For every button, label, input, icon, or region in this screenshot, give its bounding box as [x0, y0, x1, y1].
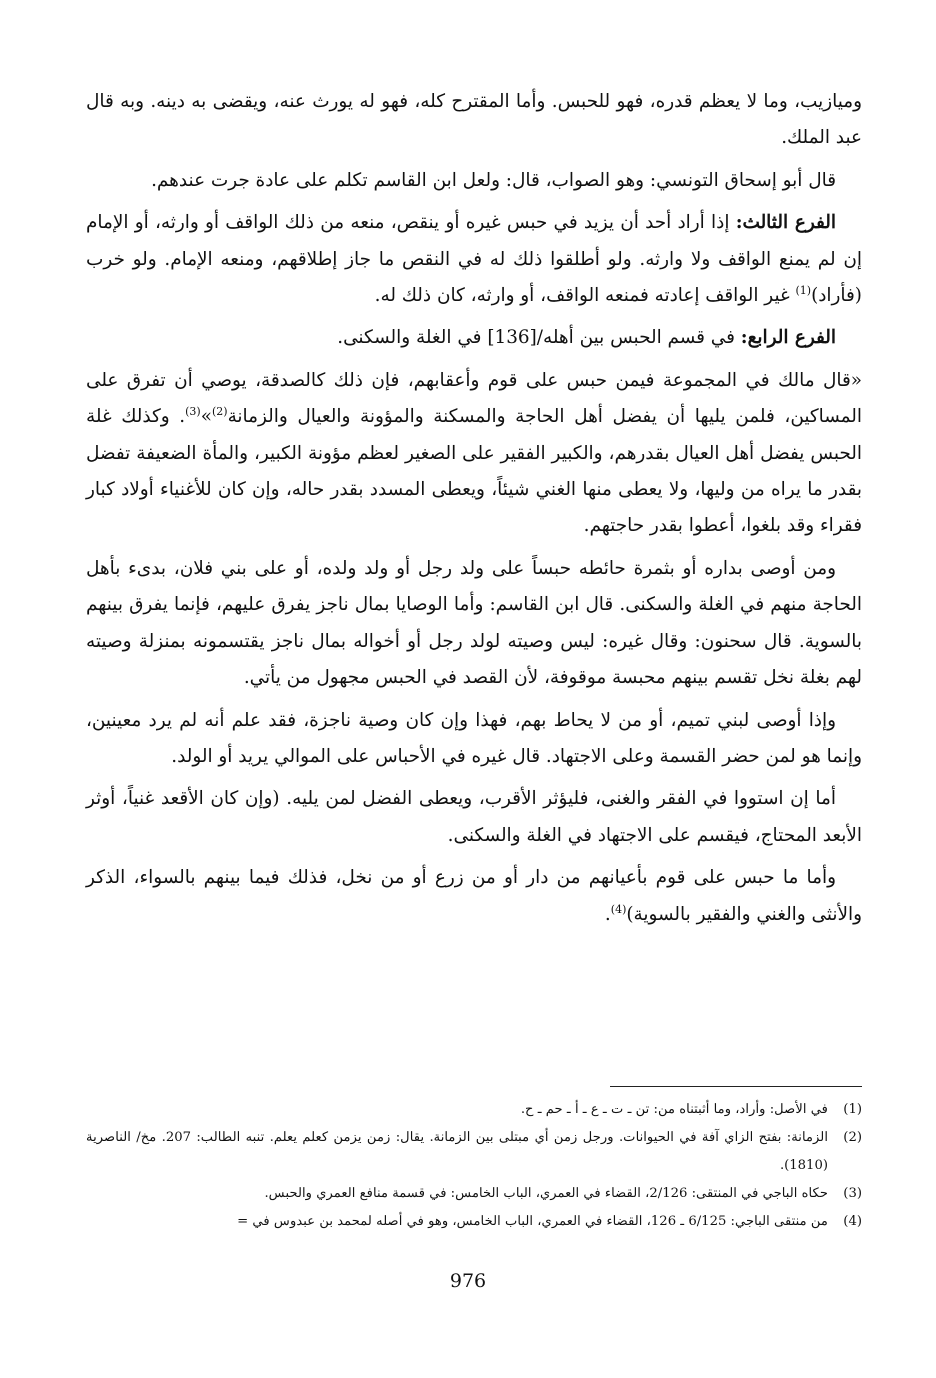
- paragraph-2: [86, 163, 862, 199]
- footnote-item: [86, 1124, 862, 1180]
- page-number: 976: [449, 1270, 487, 1292]
- paragraph-5-text-a: «قال مالك في المجموعة فيمن حبس على قوم وأعقابهم، فإن ذلك كالصدقة، يوصي أن تفرق على المساكين، فلمن يليها أن يفضل أهل الحاجة والمسكنة والمؤونة والعيال والزمانة: [86, 369, 862, 428]
- footnote-number: (1): [843, 1102, 862, 1117]
- footnote-ref-2[interactable]: (2): [211, 405, 228, 419]
- footnote-item: [86, 1208, 862, 1236]
- footnote-number: (4): [843, 1214, 862, 1229]
- paragraph-5-text-b: . وكذلك غلة الحبس يفضل أهل العيال بقدرهم، والكبير الفقير على الصغير لعظم مؤونة الكبير، والمأة الضعيفة تفضل بقدر ما يراه من وليها، ولا يعطى منها الغني شيئاً، ويعطى المسدد بقدر حاله، وإن كان للأغنياء أولاد كبار فقراء وقد بلغوا، أعطوا بقدر حاجتهم.: [86, 406, 862, 537]
- paragraph-6-text: ومن أوصى بداره أو بثمرة حائطه حبساً على ولد رجل أو ولد ولده، أو على بني فلان، بدىء بأهل الحاجة منهم في الغلة والسكنى. قال ابن القاسم: وأما الوصايا بمال ناجز يفرق عليهم، فإنما يفرق بينهم بالسوية. قال سحنون: وقال غيره: ليس وصيته لولد رجل أو أخواله بمال ناجز يقتسمونه بمنزلة وصيته لهم بغلة نخل تقسم بينهم محبسة موقوفة، لأن القصد في الحبس مجهول من يأتي.: [86, 557, 862, 689]
- footnote-ref-3[interactable]: (3): [185, 405, 201, 419]
- footnote-item: [86, 1180, 862, 1208]
- paragraph-4-text: في قسم الحبس بين أهله/[136] في الغلة والسكنى.: [337, 327, 741, 349]
- footnote-text: حكاه الباجي في المنتقى: 2/126، القضاء في العمري، الباب الخامس: في قسمة منافع العمري والحبس.: [264, 1186, 828, 1201]
- footnote-number: (2): [843, 1130, 862, 1145]
- paragraph-4: [86, 320, 862, 356]
- footnote-text: في الأصل: وأراد، وما أثبتناه من: تن ـ ت ـ ع ـ أ ـ حم ـ ح.: [520, 1102, 828, 1117]
- paragraph-9-text-b: .: [604, 903, 611, 925]
- footnote-ref-4[interactable]: (4): [610, 902, 627, 916]
- section-heading-fourth: الفرع الرابع:: [740, 327, 836, 349]
- paragraph-9: [86, 860, 862, 933]
- main-text: [86, 84, 862, 939]
- footnote-separator: [610, 1086, 862, 1087]
- footnotes: [86, 1096, 862, 1236]
- paragraph-3-text-a: إذا أراد أحد أن يزيد في حبس غيره أو ينقص، منعه من ذلك الواقف أو وارثه، أو الإمام إن لم يمنع الواقف ولا وارثه. ولو أطلقوا ذلك له في النقص ما جاز إطلاقهم، ومنعه الإمام. ولو خرب (فأراد): [86, 212, 862, 307]
- paragraph-7-text: وإذا أوصى لبني تميم، أو من لا يحاط بهم، فهذا وإن كان وصية ناجزة، فقد علم أنه لم يرد معينين، وإنما هو لمن حضر القسمة وعلى الاجتهاد. قال غيره في الأحباس على الموالي يريد أو الولد.: [86, 709, 862, 767]
- section-heading-third: الفرع الثالث:: [735, 212, 837, 234]
- footnote-ref-1[interactable]: (1): [795, 283, 812, 297]
- paragraph-6: [86, 551, 862, 697]
- paragraph-1-text: وميازيب، وما لا يعظم قدره، فهو للحبس. وأما المقترح كله، فهو له يورث عنه، ويقضى به دينه. وبه قال عبد الملك.: [86, 91, 862, 149]
- paragraph-3: [86, 205, 862, 314]
- closing-quote: »: [200, 406, 212, 428]
- footnote-text: الزمانة: بفتح الزاي آفة في الحيوانات. ورجل زمن أي مبتلى بين الزمانة. يقال: زمن يزمن كعلم يعلم. تنبه الطالب: 207. مخ/ الناصرية (1810).: [86, 1130, 828, 1173]
- paragraph-1: [86, 84, 862, 157]
- paragraph-2-text: قال أبو إسحاق التونسي: وهو الصواب، قال: ولعل ابن القاسم تكلم على عادة جرت عندهم.: [151, 169, 836, 191]
- paragraph-7: [86, 703, 862, 776]
- footnote-text: من منتقى الباجي: 6/125 ـ 126، القضاء في العمري، الباب الخامس، وهو في أصله لمحمد بن عبدوس في =: [237, 1214, 828, 1229]
- paragraph-9-text-a: وأما ما حبس على قوم بأعيانهم من دار أو من زرع أو من نخل، فذلك فيما بينهم بالسواء، الذكر والأنثى والغني والفقير بالسوية): [86, 867, 862, 925]
- paragraph-3-text-b: غير الواقف إعادته فمنعه الواقف، أو وارثه، كان ذلك له.: [374, 285, 796, 307]
- paragraph-8: [86, 781, 862, 854]
- footnote-item: [86, 1096, 862, 1124]
- paragraph-5: [86, 363, 862, 545]
- footnote-number: (3): [843, 1186, 862, 1201]
- paragraph-8-text: أما إن استووا في الفقر والغنى، فليؤثر الأقرب، ويعطى الفضل لمن يليه. (وإن كان الأقعد غنياً، أوثر الأبعد المحتاج، فيقسم على الاجتهاد في الغلة والسكنى.: [86, 788, 862, 846]
